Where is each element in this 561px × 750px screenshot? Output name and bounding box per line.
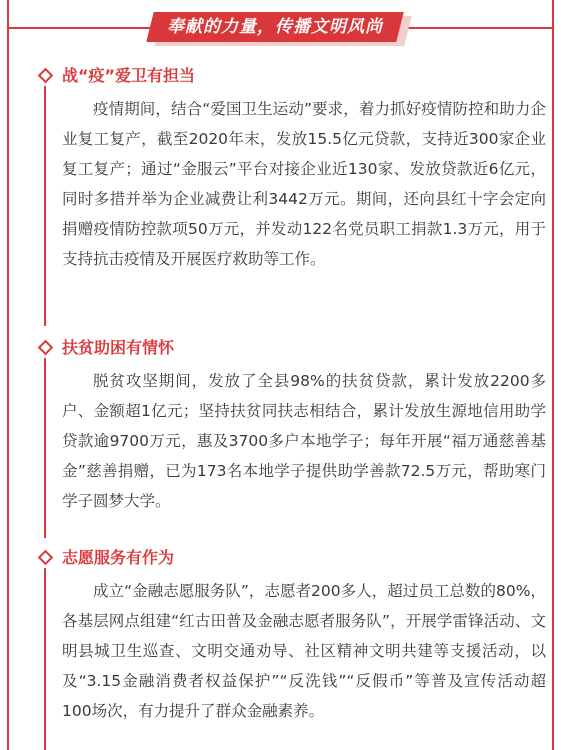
section-body: 成立“金融志愿服务队”，志愿者200多人，超过员工总数的80%，各基层网点组建“红古田普及金融志愿者服务队”，开展学雷锋活动、文明县城卫生巡查、文明交通劝导、社区精神文明共建等支援活动，以及“3.15金融消费者权益保护”“反洗钱”“反假币”等普及宣传活动超100场次，有力提升了群众金融素养。 [62,582,546,720]
section-heading [0,336,561,360]
section-rule [44,358,46,538]
diamond-bullet-icon [38,68,54,84]
section-rule [44,568,46,750]
section-heading [0,546,561,570]
diamond-bullet-icon [38,340,54,356]
section-title: 战“疫”爱卫有担当 [62,66,196,85]
section-heading [0,64,561,88]
diamond-bullet-icon [38,550,54,566]
section-rule [44,86,46,326]
right-border [552,0,554,750]
section-body: 脱贫攻坚期间，发放了全县98%的扶贫贷款，累计发放2200多户、金额超1亿元；坚持扶贫同扶志相结合，累计发放生源地信用助学贷款逾9700万元，惠及3700多户本地学子；每年开展“福万通慈善基金”慈善捐赠，已为173名本地学子提供助学善款72.5万元，帮助寒门学子圆梦大学。 [62,372,546,510]
section-anti-epidemic [0,64,561,268]
section-poverty-relief [0,336,561,510]
header-banner [0,8,561,48]
section-title: 志愿服务有作为 [62,548,175,567]
banner-title: 奉献的力量，传播文明风尚 [167,17,383,37]
section-body: 疫情期间，结合“爱国卫生运动”要求，着力抓好疫情防控和助力企业复工复产，截至2020年末，发放15.5亿元贷款，支持近300家企业复工复产；通过“金服云”平台对接企业近130家、发放贷款近6亿元，同时多措并举为企业减费让利3442万元。期间，还向县红十字会定向捐赠疫情防控款项50万元，并发动122名党员职工捐款1.3万元，用于支持抗击疫情及开展医疗救助等工作。 [62,100,546,268]
section-title: 扶贫助困有情怀 [62,338,175,357]
section-volunteer-service [0,546,561,720]
left-border [7,0,9,750]
